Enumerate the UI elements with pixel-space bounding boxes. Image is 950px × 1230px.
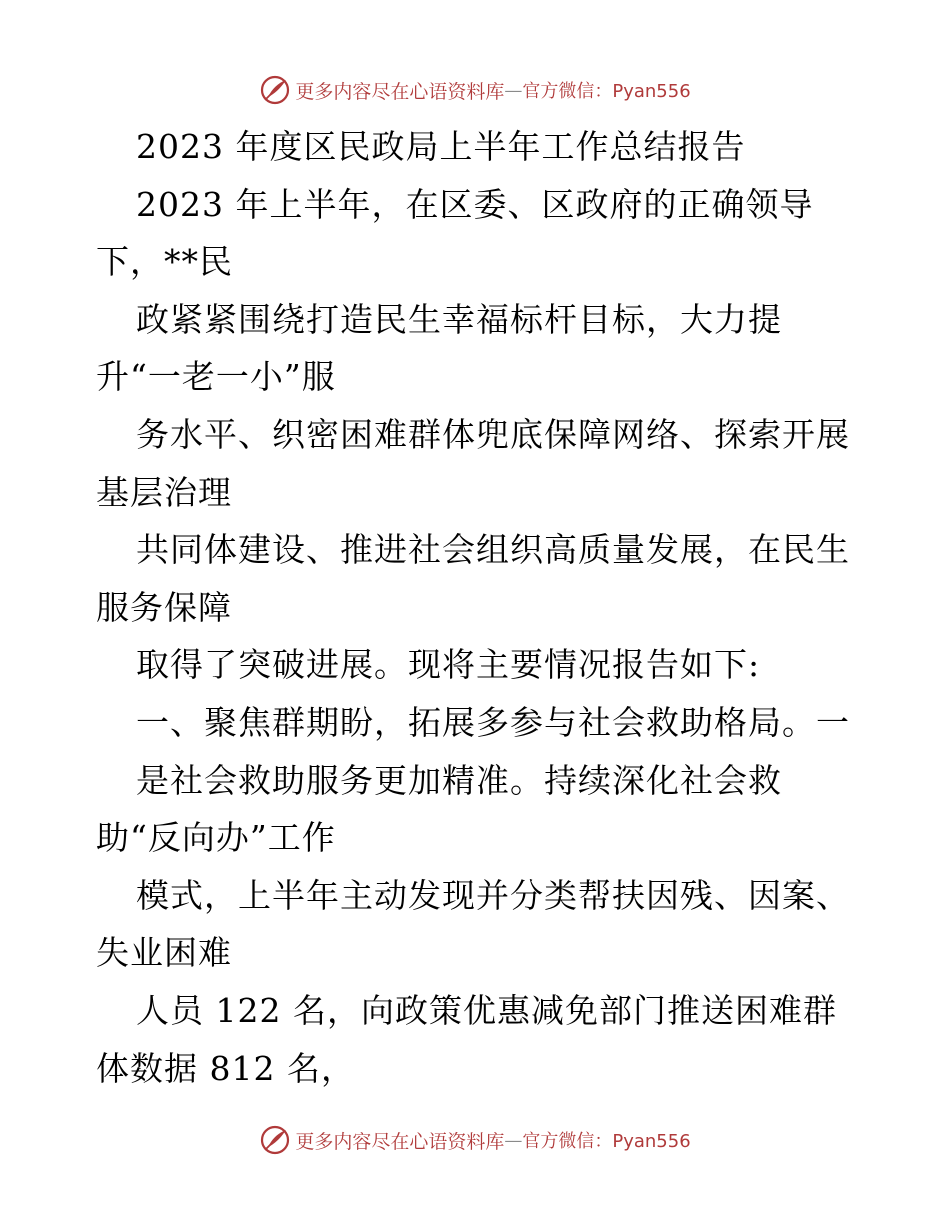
document-body xyxy=(96,118,866,1097)
document-line: 政紧紧围绕打造民生幸福标杆目标，大力提 xyxy=(136,299,782,339)
document-line: 取得了突破进展。现将主要情况报告如下: xyxy=(136,645,761,685)
watermark-banner-bottom xyxy=(0,1120,950,1160)
feather-seal-icon xyxy=(259,74,291,106)
banner-contact: 官方微信：Pyan556 xyxy=(522,81,691,102)
banner-text: 更多内容尽在心语资料库 xyxy=(295,80,505,103)
banner-separator: — xyxy=(504,1129,523,1151)
document-line: 基层治理 xyxy=(96,472,232,512)
banner-text: 更多内容尽在心语资料库 xyxy=(295,1130,505,1153)
banner-separator: — xyxy=(504,79,523,101)
document-line: 体数据 812 名， xyxy=(96,1048,355,1088)
watermark-banner-top xyxy=(0,70,950,110)
document-line: 模式，上半年主动发现并分类帮扶因残、因案、 xyxy=(136,875,850,915)
document-line: 共同体建设、推进社会组织高质量发展，在民生 xyxy=(136,530,850,570)
document-line: 2023 年度区民政局上半年工作总结报告 xyxy=(136,127,746,166)
document-line: 务水平、织密困难群体兜底保障网络、探索开展 xyxy=(136,414,850,454)
banner-contact: 官方微信：Pyan556 xyxy=(522,1131,691,1152)
document-line: 人员 122 名，向政策优惠减免部门推送困难群 xyxy=(136,990,837,1030)
document-line: 失业困难 xyxy=(96,933,232,973)
document-line: 助“反向办”工作 xyxy=(96,818,336,858)
document-line: 服务保障 xyxy=(96,587,232,627)
feather-seal-icon xyxy=(259,1124,291,1156)
document-line: 是社会救助服务更加精准。持续深化社会救 xyxy=(136,760,782,800)
document-line: 2023 年上半年，在区委、区政府的正确领导 xyxy=(136,184,814,224)
document-line: 下，**民 xyxy=(96,242,233,282)
document-line: 升“一老一小”服 xyxy=(96,357,336,397)
document-line: 一、聚焦群期盼，拓展多参与社会救助格局。一 xyxy=(136,702,850,742)
